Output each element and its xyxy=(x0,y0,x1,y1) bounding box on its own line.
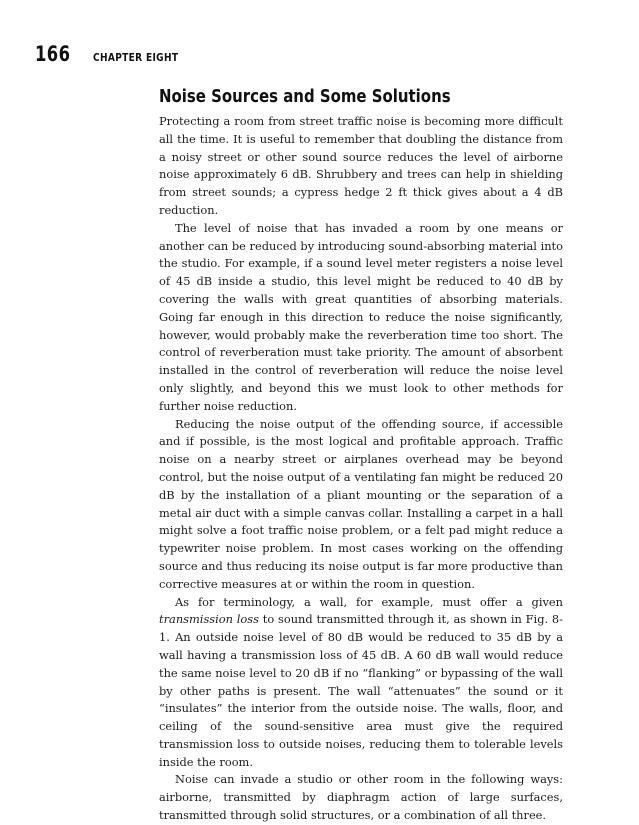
page-number: 166 xyxy=(35,42,71,66)
chapter-label: CHAPTER EIGHT xyxy=(93,52,179,64)
running-header xyxy=(35,42,192,66)
paragraph-4 xyxy=(159,594,563,772)
term-transmission-loss: transmission loss xyxy=(159,612,259,627)
paragraph-1: Protecting a room from street traffic noise is becoming more difficult all the time. It is useful to remember that doubling the distance from a noisy street or other sound source reduces the level of airborne noise approximately 6 dB. Shrubbery and trees can help in shielding from street sounds; a cypress hedge 2 ft thick gives about a 4 dB reduction. xyxy=(159,114,563,217)
paragraph-2: The level of noise that has invaded a room by one means or another can be reduced by introducing sound-absorbing material into the studio. For example, if a sound level meter registers a noise level of 45 dB inside a studio, this level might be reduced to 40 dB by covering the walls with great quantities of absorbing materials. Going far enough in this direction to reduce the noise significantly, however, would probably make the reverberation time too short. The control of reverberation must take priority. The amount of absorbent installed in the control of reverberation will reduce the noise level only slightly, and beyond this we must look to other methods for further noise reduction. xyxy=(159,220,563,413)
paragraph-4-lead: As for terminology, a wall, for example, must offer a given xyxy=(175,594,563,609)
section-title: Noise Sources and Some Solutions xyxy=(159,86,451,107)
page-body xyxy=(159,86,563,825)
paragraph-4-rest: to sound transmitted through it, as shown in Fig. 8-1. An outside noise level of 80 dB would be reduced to 35 dB by a wall having a transmission loss of 45 dB. A 60 dB wall would reduce the same noise level to 20 dB if no “flanking” or bypassing of the wall by other paths is present. The wall “attenuates” the sound or it “insulates” the interior from the outside noise. The walls, floor, and ceiling of the sound-sensitive area must give the required transmission loss to outside noises, reducing them to tolerable levels inside the room. xyxy=(159,612,563,769)
paragraph-3: Reducing the noise output of the offending source, if accessible and if possible, is the most logical and profitable approach. Traffic noise on a nearby street or airplanes overhead may be beyond control, but the noise output of a ventilating fan might be reduced 20 dB by the installation of a pliant mounting or the separation of a metal air duct with a simple canvas collar. Installing a carpet in a hall might solve a foot traffic noise problem, or a felt pad might reduce a typewriter noise problem. In most cases working on the offending source and thus reducing its noise output is far more productive than corrective measures at or within the room in question. xyxy=(159,416,563,591)
paragraph-5: Noise can invade a studio or other room in the following ways: airborne, transmitted by diaphragm action of large surfaces, transmitted through solid structures, or a combination of all three. xyxy=(159,772,563,823)
